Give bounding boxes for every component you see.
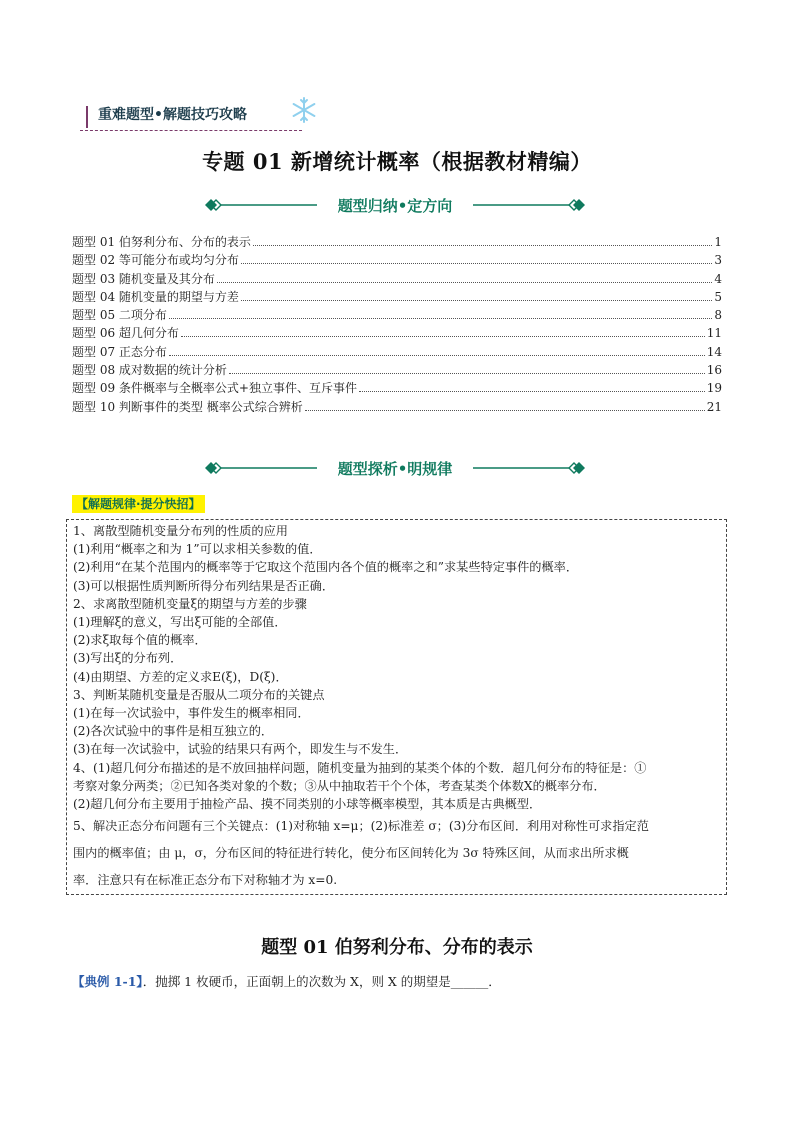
toc-page: 11 <box>706 326 722 341</box>
toc-row[interactable] <box>72 361 722 379</box>
toc-title: 题型 10 判断事件的类型 概率公式综合辨析 <box>72 399 303 414</box>
tip-line: 考察对象分两类；②已知各类对象的个数；③从中抽取若干个个体，考查某类个体数X的概率分布． <box>73 778 606 793</box>
toc-page: 19 <box>706 381 722 396</box>
toc-leader <box>169 355 705 356</box>
tip-line: (2)求ξ取每个值的概率． <box>73 633 207 648</box>
question-type-title: 题型 01 伯努利分布、分布的表示 <box>261 937 533 958</box>
toc-page: 1 <box>714 235 722 249</box>
tip-line: 2、求离散型随机变量ξ的期望与方差的步骤 <box>73 596 307 611</box>
header-tag-bar <box>86 106 88 128</box>
header-tag-underline <box>80 130 302 131</box>
toc-leader <box>241 263 712 264</box>
tip-line: 围内的概率值；由 μ，σ，分布区间的特征进行转化，使分布区间转化为 3σ 特殊区间，从而求出所求概 <box>73 846 629 861</box>
toc-page: 5 <box>714 289 722 304</box>
toc-title: 题型 08 成对数据的统计分析 <box>72 363 227 378</box>
table-of-contents <box>72 233 722 416</box>
toc-title: 题型 04 随机变量的期望与方差 <box>72 289 239 304</box>
section-header-analysis <box>205 457 585 479</box>
tips-label: 【解题规律·提分快招】 <box>72 495 205 513</box>
example-text: ．抛掷 1 枚硬币，正面朝上的次数为 X，则 X 的期望是______． <box>142 974 501 989</box>
toc-title: 题型 05 二项分布 <box>72 308 167 323</box>
tip-line: (2)利用“在某个范围内的概率等于它取这个范围内各个值的概率之和”求某些特定事件的概率． <box>73 560 579 575</box>
section-header-induction <box>205 194 585 216</box>
toc-row[interactable] <box>72 398 722 416</box>
toc-row[interactable] <box>72 379 722 397</box>
toc-row[interactable] <box>72 306 722 324</box>
tip-line: (2)各次试验中的事件是相互独立的． <box>73 724 274 739</box>
tip-line: (3)写出ξ的分布列． <box>73 651 183 666</box>
toc-row[interactable] <box>72 233 722 251</box>
toc-title: 题型 02 等可能分布或均匀分布 <box>72 253 239 268</box>
toc-leader <box>253 245 712 246</box>
section-label-analysis: 题型探析•明规律 <box>337 460 453 478</box>
toc-leader <box>169 318 712 319</box>
toc-page: 14 <box>706 344 722 359</box>
example-1-1 <box>72 972 501 990</box>
toc-row[interactable] <box>72 270 722 288</box>
tip-line: 3、判断某随机变量是否服从二项分布的关键点 <box>73 687 325 702</box>
toc-title: 题型 07 正态分布 <box>72 344 167 359</box>
toc-title: 题型 09 条件概率与全概率公式+独立事件、互斥事件 <box>72 381 357 396</box>
example-tag: 【典例 1-1】 <box>72 974 143 989</box>
tip-line: (4)由期望、方差的定义求E(ξ)，D(ξ)． <box>73 669 288 684</box>
toc-page: 8 <box>714 308 722 323</box>
toc-leader <box>181 336 705 337</box>
header-tag <box>80 104 302 132</box>
tip-line: (1)利用“概率之和为 1”可以求相关参数的值． <box>73 542 322 557</box>
document-title: 专题 01 新增统计概率（根据教材精编） <box>202 149 592 174</box>
toc-title: 题型 01 伯努利分布、分布的表示 <box>72 235 251 249</box>
toc-row[interactable] <box>72 343 722 361</box>
snowflake-icon <box>290 96 318 124</box>
tip-line: (3)可以根据性质判断所得分布列结果是否正确． <box>73 578 335 593</box>
tip-line: 4、(1)超几何分布描述的是不放回抽样问题，随机变量为抽到的某类个体的个数．超几何分布的特征是：① <box>73 760 647 775</box>
tip-line: 1、离散型随机变量分布列的性质的应用 <box>73 524 288 538</box>
toc-page: 4 <box>714 271 722 286</box>
toc-leader <box>217 282 712 283</box>
tips-box <box>66 519 727 895</box>
tip-line: (2)超几何分布主要用于抽检产品、摸不同类别的小球等概率模型，其本质是古典概型． <box>73 797 542 812</box>
section-label-induction: 题型归纳•定方向 <box>337 197 453 215</box>
tip-line: (3)在每一次试验中，试验的结果只有两个，即发生与不发生． <box>73 742 408 757</box>
toc-title: 题型 03 随机变量及其分布 <box>72 271 215 286</box>
toc-row[interactable] <box>72 288 722 306</box>
toc-page: 16 <box>706 363 722 378</box>
toc-leader <box>241 300 712 301</box>
toc-leader <box>359 391 705 392</box>
tip-line: (1)理解ξ的意义，写出ξ可能的全部值． <box>73 615 287 630</box>
tip-line: (1)在每一次试验中，事件发生的概率相同． <box>73 706 310 721</box>
toc-page: 21 <box>706 399 722 414</box>
toc-row[interactable] <box>72 251 722 269</box>
toc-title: 题型 06 超几何分布 <box>72 326 179 341</box>
tip-line: 5、解决正态分布问题有三个关键点：(1)对称轴 x=μ；(2)标准差 σ；(3)分布区间．利用对称性可求指定范 <box>73 819 649 834</box>
toc-leader <box>229 373 705 374</box>
toc-row[interactable] <box>72 324 722 342</box>
header-tag-label: 重难题型•解题技巧攻略 <box>98 107 247 123</box>
toc-page: 3 <box>714 253 722 268</box>
tip-line: 率．注意只有在标准正态分布下对称轴才为 x=0. <box>73 873 338 888</box>
toc-leader <box>305 410 705 411</box>
